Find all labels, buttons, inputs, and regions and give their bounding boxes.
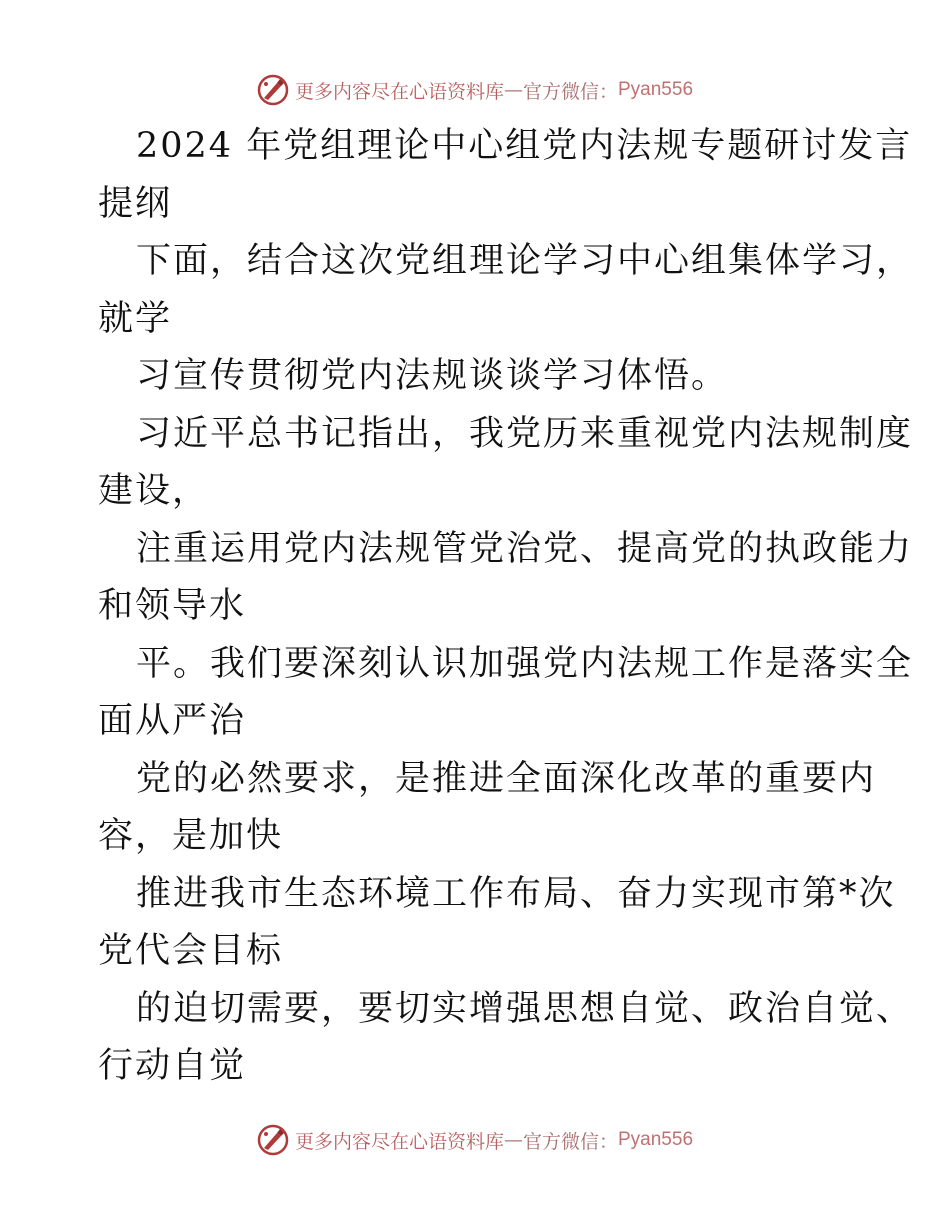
banner-main-text: 更多内容尽在心语资料库 [294, 80, 504, 103]
doc-line: 建设， [98, 471, 210, 511]
document-body [98, 118, 914, 1096]
banner-wechat-id: Pyan556 [618, 79, 694, 100]
doc-line: 容，是加快 [98, 816, 284, 856]
header-banner [0, 70, 950, 110]
doc-line: 习近平总书记指出，我党历来重视党内法规制度 [136, 413, 914, 454]
doc-line: 行动自觉 [98, 1046, 247, 1086]
doc-line: 就学 [98, 298, 173, 339]
banner-main-text: 更多内容尽在心语资料库 [294, 1130, 504, 1153]
pen-logo-icon [257, 1124, 289, 1156]
banner-wechat-id: Pyan556 [618, 1129, 694, 1150]
pen-logo-icon [257, 74, 289, 106]
doc-line: 面从严治 [98, 701, 247, 741]
doc-line: 注重运用党内法规管党治党、提高党的执政能力 [136, 528, 914, 569]
doc-line: 平。我们要深刻认识加强党内法规工作是落实全 [136, 643, 914, 684]
doc-line: 的迫切需要，要切实增强思想自觉、政治自觉、 [136, 988, 914, 1029]
doc-line: 提纲 [98, 183, 173, 224]
banner-wechat-label: 官方微信： [522, 80, 618, 103]
banner-dash: — [503, 1129, 523, 1151]
doc-line: 党的必然要求，是推进全面深化改革的重要内 [136, 758, 877, 799]
doc-line: 下面，结合这次党组理论学习中心组集体学习， [136, 241, 914, 281]
banner-dash: — [503, 79, 523, 101]
doc-line: 和领导水 [98, 586, 247, 626]
footer-banner [0, 1120, 950, 1160]
doc-line: 党代会目标 [98, 931, 284, 971]
doc-line: 推进我市生态环境工作布局、奋力实现市第*次 [136, 873, 896, 914]
doc-line: 习宣传贯彻党内法规谈谈学习体悟。 [136, 356, 729, 396]
doc-line: 2024 年党组理论中心组党内法规专题研讨发言 [136, 126, 913, 166]
banner-wechat-label: 官方微信： [522, 1130, 618, 1153]
